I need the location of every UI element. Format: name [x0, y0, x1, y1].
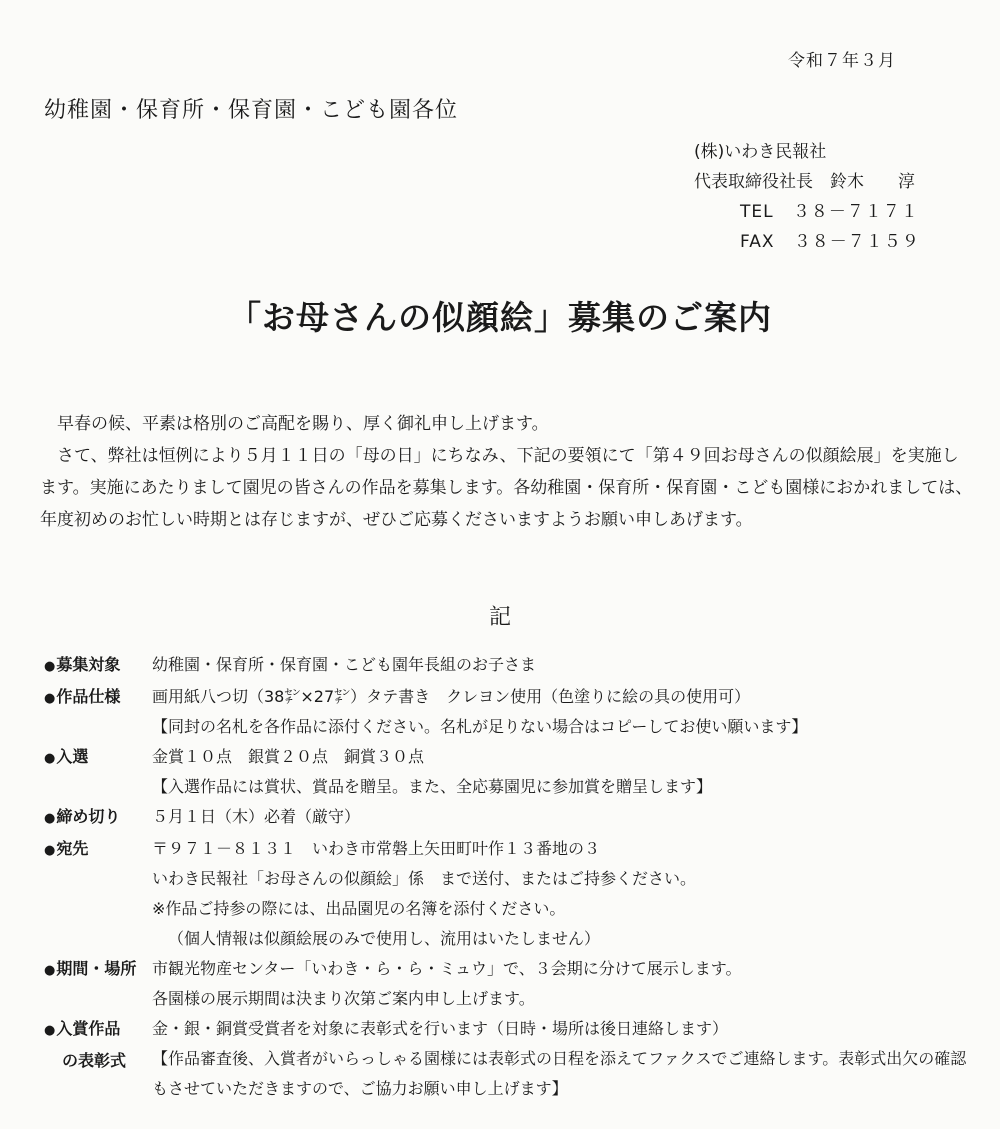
sender-block [694, 137, 920, 257]
item-label: ●宛先 [44, 839, 89, 858]
ki-heading: 記 [488, 605, 511, 630]
item-content: ５月１日（木）必着（厳守） [152, 807, 361, 826]
body-text [40, 408, 975, 536]
item-deadline [44, 802, 979, 834]
item-label: ●締め切り [44, 807, 121, 826]
item-label: ●期間・場所 [44, 959, 137, 978]
item-content: 市観光物産センター「いわき・ら・ら・ミュウ」で、３会期に分けて展示します。 各園様の展示期間は決まり次第ご案内申し上げます。 [152, 959, 742, 1008]
item-label: ●入選 [44, 747, 89, 766]
bullet-icon: ● [44, 811, 56, 826]
fax-label: FAX [740, 232, 775, 252]
item-award [44, 1014, 979, 1104]
item-spec [44, 682, 979, 742]
bullet-icon: ● [44, 691, 56, 706]
item-address [44, 834, 979, 954]
item-label: ●募集対象 [44, 655, 121, 674]
body-paragraph-main: さて、弊社は恒例により５月１１日の「母の日」にちなみ、下記の要領にて「第４９回お母さんの似顔絵展」を実施します。実施にあたりまして園児の皆さんの作品を募集します。各幼稚園・保育所・保育園・こども園様におかれましては、年度初めのお忙しい時期とは存じますが、ぜひご応募くださいますようお願い申しあげます。 [40, 446, 973, 530]
document-date: 令和７年３月 [788, 51, 896, 71]
sender-tel [694, 197, 920, 227]
item-content: 〒９７１－８１３１ いわき市常磐上矢田町叶作１３番地の３ いわき民報社「お母さんの似顔絵」係 まで送付、またはご持参ください。 ※作品ご持参の際には、出品園児の名簿を添付ください。 （個人情報は似顔絵展のみで使用し、流用はいたしません） [152, 839, 697, 948]
item-target [44, 650, 979, 682]
bullet-icon: ● [44, 659, 56, 674]
item-content: 幼稚園・保育所・保育園・こども園年長組のお子さま [152, 655, 537, 674]
recipient-line: 幼稚園・保育所・保育園・こども園各位 [44, 98, 459, 123]
bullet-icon: ● [44, 1023, 56, 1038]
bullet-icon: ● [44, 843, 56, 858]
item-period [44, 954, 979, 1014]
document-title: 「お母さんの似顔絵」募集のご案内 [228, 298, 772, 337]
sender-representative: 代表取締役社長 鈴木 淳 [694, 172, 915, 192]
item-content: 金・銀・銅賞受賞者を対象に表彰式を行います（日時・場所は後日連絡します） 【作品審査後、入賞者がいらっしゃる園様には表彰式の日程を添えてファクスでご連絡します。表彰式出欠の確認もさせていただきますので、ご協力お願い申し上げます】 [152, 1019, 967, 1098]
item-label: ●作品仕様 [44, 687, 121, 706]
sender-fax [694, 227, 920, 257]
bullet-icon: ● [44, 751, 56, 766]
item-prize [44, 742, 979, 802]
item-label: ●入賞作品 の表彰式 [44, 1019, 127, 1070]
body-paragraph-greeting: 早春の候、平素は格別のご高配を賜り、厚く御礼申し上げます。 [57, 414, 549, 434]
details-list [44, 650, 979, 1104]
bullet-icon: ● [44, 963, 56, 978]
sender-company: (株)いわき民報社 [694, 142, 827, 162]
item-content: 画用紙八つ切（38㌢×27㌢）タテ書き クレヨン使用（色塗りに絵の具の使用可） 【同封の名札を各作品に添付ください。名札が足りない場合はコピーしてお使い願います】 [152, 687, 808, 736]
item-content: 金賞１０点 銀賞２０点 銅賞３０点 【入選作品には賞状、賞品を贈呈。また、全応募園児に参加賞を贈呈します】 [152, 747, 713, 796]
tel-number: ３８－７１７１ [792, 202, 919, 222]
fax-number: ３８－７１５９ [793, 232, 920, 252]
tel-label: TEL [740, 202, 774, 222]
